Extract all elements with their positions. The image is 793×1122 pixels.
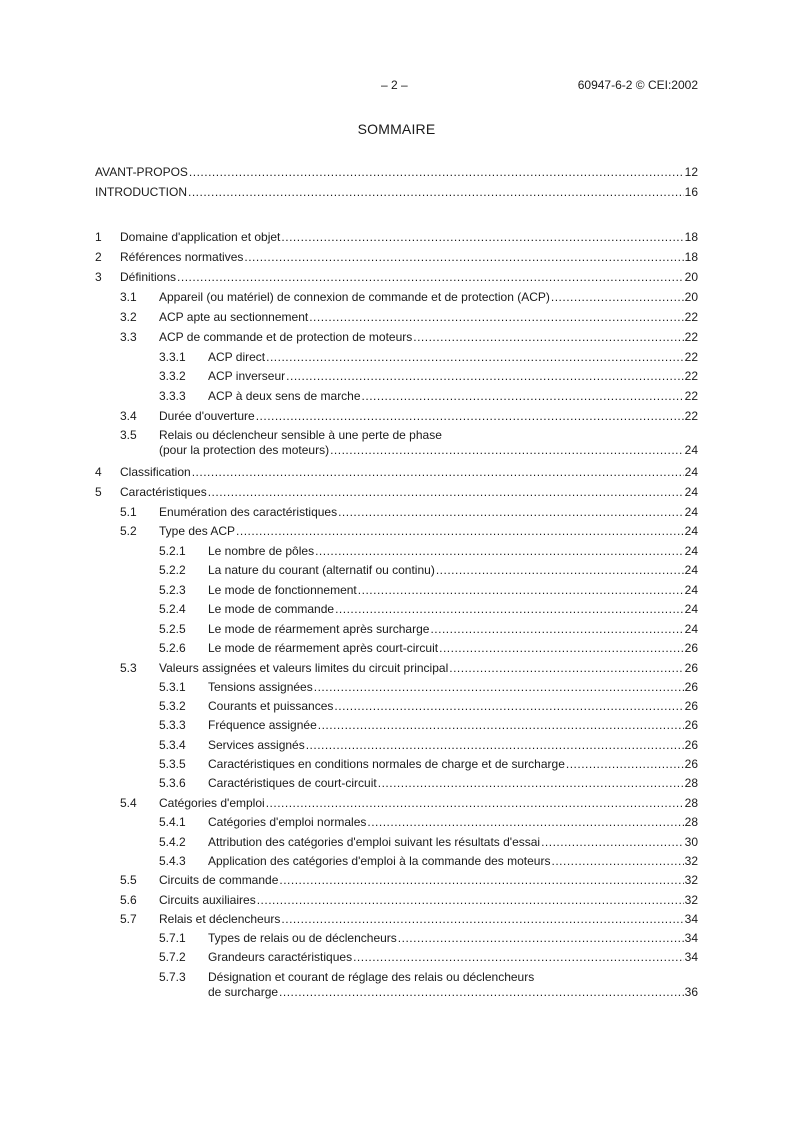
dot-leader	[192, 465, 684, 479]
toc-entry[interactable]	[0, 290, 793, 310]
toc-entry-page: 26	[684, 680, 698, 694]
toc-entry-title: La nature du courant (alternatif ou continu)	[208, 563, 435, 577]
toc-entry-title: Classification	[120, 465, 191, 479]
dot-leader	[334, 699, 683, 713]
toc-entry-number: 3.2	[120, 310, 137, 324]
toc-entry[interactable]	[0, 310, 793, 330]
toc-entry[interactable]	[0, 165, 793, 185]
toc-entry[interactable]	[0, 776, 793, 796]
toc-entry-title: ACP de commande et de protection de moteurs	[159, 330, 413, 344]
toc-entry-number: 3	[95, 270, 102, 284]
dot-leader	[315, 544, 684, 558]
dot-leader	[436, 563, 684, 577]
toc-entry[interactable]	[0, 544, 793, 564]
toc-entry[interactable]	[0, 250, 793, 270]
toc-entry-number: 5.3.4	[159, 738, 186, 752]
dot-leader	[430, 622, 683, 636]
toc-entry[interactable]	[0, 835, 793, 855]
dot-leader	[314, 680, 684, 694]
toc-entry[interactable]	[0, 505, 793, 525]
toc-entry-number: 5.4	[120, 796, 137, 810]
toc-entry-title: Circuits de commande	[159, 873, 279, 887]
toc-entry-number: 5.3.6	[159, 776, 186, 790]
dot-leader	[256, 409, 684, 423]
toc-entry-title: Type des ACP	[159, 524, 236, 538]
toc-entry[interactable]	[0, 912, 793, 932]
toc-entry-title: Le mode de commande	[208, 602, 335, 616]
toc-entry-page: 24	[684, 602, 698, 616]
dot-leader	[177, 270, 684, 284]
toc-entry-title: Grandeurs caractéristiques	[208, 950, 353, 964]
toc-entry[interactable]	[0, 680, 793, 700]
toc-entry-number: 5.6	[120, 893, 137, 907]
toc-entry-page: 18	[684, 250, 698, 264]
toc-entry-title-line1: Relais ou déclencheur sensible à une perte de phase	[159, 428, 442, 442]
toc-entry-title: ACP apte au sectionnement	[159, 310, 309, 324]
toc-entry-page: 12	[684, 165, 698, 179]
toc-entry-title: Le mode de réarmement après surcharge	[208, 622, 430, 636]
toc-entry-number: 3.4	[120, 409, 137, 423]
toc-entry-page: 26	[684, 738, 698, 752]
toc-entry-page: 24	[684, 583, 698, 597]
toc-entry[interactable]	[0, 185, 793, 205]
toc-entry-title: Durée d'ouverture	[159, 409, 255, 423]
toc-entry[interactable]	[0, 970, 793, 999]
toc-entry-title: ACP direct	[208, 350, 266, 364]
toc-entry-number: 5.4.2	[159, 835, 186, 849]
toc-entry[interactable]	[0, 641, 793, 661]
toc-entry-page: 24	[684, 622, 698, 636]
toc-entry-number: 5.7	[120, 912, 137, 926]
toc-entry-number: 5.2.5	[159, 622, 186, 636]
toc-entry-page: 20	[684, 270, 698, 284]
dot-leader	[306, 738, 684, 752]
toc-entry-number: 5.2.4	[159, 602, 186, 616]
dot-leader	[398, 931, 684, 945]
dot-leader	[353, 950, 684, 964]
toc-entry-page: 24	[684, 505, 698, 519]
dot-leader	[266, 350, 684, 364]
dot-leader	[358, 583, 684, 597]
toc-entry[interactable]	[0, 738, 793, 758]
toc-entry-page: 28	[684, 776, 698, 790]
toc-entry-title: Tensions assignées	[208, 680, 313, 694]
toc-entry-title: Le mode de fonctionnement	[208, 583, 357, 597]
toc-entry-number: 5	[95, 485, 102, 499]
toc-entry-number: 5.2	[120, 524, 137, 538]
dot-leader	[279, 985, 684, 999]
toc-entry-title: Types de relais ou de déclencheurs	[208, 931, 397, 945]
toc-entry-number: 3.3	[120, 330, 137, 344]
toc-entry-number: 5.4.1	[159, 815, 186, 829]
toc-entry-page: 18	[684, 230, 698, 244]
dot-leader	[189, 165, 684, 179]
dot-leader	[551, 854, 683, 868]
toc-entry[interactable]	[0, 699, 793, 719]
toc-entry-page: 32	[684, 854, 698, 868]
toc-entry-number: 5.2.3	[159, 583, 186, 597]
toc-entry[interactable]	[0, 622, 793, 642]
toc-entry-page: 22	[684, 310, 698, 324]
toc-entry[interactable]	[0, 854, 793, 874]
toc-entry-page: 24	[684, 544, 698, 558]
toc-entry-number: 3.3.2	[159, 369, 186, 383]
toc-entry-number: 5.5	[120, 873, 137, 887]
toc-entry-page: 24	[684, 465, 698, 479]
toc-entry-page: 30	[684, 835, 698, 849]
toc-entry-number: 5.4.3	[159, 854, 186, 868]
toc-entry-page: 32	[684, 873, 698, 887]
dot-leader	[188, 185, 684, 199]
toc-entry-title: Relais et déclencheurs	[159, 912, 281, 926]
toc-entry[interactable]	[0, 350, 793, 370]
toc-entry-number: 1	[95, 230, 102, 244]
dot-leader	[551, 290, 684, 304]
toc-entry[interactable]	[0, 893, 793, 913]
toc-entry-title: Catégories d'emploi normales	[208, 815, 367, 829]
dot-leader	[330, 443, 684, 457]
toc-entry[interactable]	[0, 815, 793, 835]
toc-entry-page: 26	[684, 661, 698, 675]
toc-entry-page: 34	[684, 950, 698, 964]
toc-entry-title: Catégories d'emploi	[159, 796, 265, 810]
toc-entry-title: Valeurs assignées et valeurs limites du circuit principal	[159, 661, 449, 675]
toc-entry-title: AVANT-PROPOS	[95, 165, 188, 179]
toc-entry-page: 16	[684, 185, 698, 199]
dot-leader	[318, 718, 684, 732]
toc-entry-number: 4	[95, 465, 102, 479]
toc-entry-page: 22	[684, 330, 698, 344]
toc-entry-page: 24	[684, 485, 698, 499]
toc-entry-title: Services assignés	[208, 738, 305, 752]
dot-leader	[281, 230, 683, 244]
toc-entry[interactable]	[0, 757, 793, 777]
toc-entry-title: (pour la protection des moteurs)	[159, 443, 330, 457]
toc-entry-number: 5.7.3	[159, 970, 186, 984]
dot-leader	[266, 796, 684, 810]
toc-entry-title: Références normatives	[120, 250, 244, 264]
toc-entry-number: 3.3.1	[159, 350, 186, 364]
toc-entry[interactable]	[0, 524, 793, 544]
dot-leader	[413, 330, 683, 344]
dot-leader	[378, 776, 684, 790]
toc-entry-number: 5.2.6	[159, 641, 186, 655]
toc-entry[interactable]	[0, 465, 793, 485]
toc-entry-page: 32	[684, 893, 698, 907]
toc-entry-title: Caractéristiques en conditions normales de charge et de surcharge	[208, 757, 565, 771]
dot-leader	[236, 524, 684, 538]
toc-entry-page: 20	[684, 290, 698, 304]
toc-entry-page: 26	[684, 699, 698, 713]
toc-entry-page: 28	[684, 796, 698, 810]
toc-entry[interactable]	[0, 389, 793, 409]
toc-entry-page: 34	[684, 912, 698, 926]
toc-entry-title: ACP inverseur	[208, 369, 286, 383]
toc-entry-number: 5.3.3	[159, 718, 186, 732]
toc-entry-title: Appareil (ou matériel) de connexion de commande et de protection (ACP)	[159, 290, 550, 304]
toc-entry[interactable]	[0, 230, 793, 250]
toc-entry-title: Caractéristiques	[120, 485, 207, 499]
toc-entry-number: 5.3	[120, 661, 137, 675]
toc-entry-number: 3.5	[120, 428, 137, 442]
dot-leader	[566, 757, 684, 771]
toc-entry[interactable]	[0, 718, 793, 738]
toc-entry-title: Application des catégories d'emploi à la commande des moteurs	[208, 854, 551, 868]
toc-entry-number: 5.3.2	[159, 699, 186, 713]
toc-entry-number: 3.3.3	[159, 389, 186, 403]
toc-entry-number: 5.3.5	[159, 757, 186, 771]
toc-entry-page: 22	[684, 350, 698, 364]
dot-leader	[541, 835, 684, 849]
document-reference: 60947-6-2 © CEI:2002	[577, 78, 698, 92]
toc-entry-number: 3.1	[120, 290, 137, 304]
toc-entry[interactable]	[0, 485, 793, 505]
toc-entry-title: de surcharge	[208, 985, 279, 999]
toc-entry-title: Enumération des caractéristiques	[159, 505, 338, 519]
toc-entry[interactable]	[0, 661, 793, 681]
toc-entry-title: Définitions	[120, 270, 177, 284]
toc-entry-title: Courants et puissances	[208, 699, 334, 713]
toc-entry[interactable]	[0, 428, 793, 457]
toc-entry-page: 26	[684, 641, 698, 655]
toc-entry-title: Le nombre de pôles	[208, 544, 315, 558]
toc-entry-number: 5.2.1	[159, 544, 186, 558]
toc-entry-number: 5.7.2	[159, 950, 186, 964]
dot-leader	[208, 485, 684, 499]
dot-leader	[338, 505, 684, 519]
toc-entry-title: ACP à deux sens de marche	[208, 389, 361, 403]
toc-entry-page: 22	[684, 369, 698, 383]
page-number: – 2 –	[381, 78, 408, 92]
toc-entry[interactable]	[0, 369, 793, 389]
toc-entry-page: 22	[684, 389, 698, 403]
toc-entry-page: 26	[684, 757, 698, 771]
toc-entry-page: 36	[684, 985, 698, 999]
dot-leader	[244, 250, 683, 264]
toc-entry[interactable]	[0, 873, 793, 893]
toc-entry-page: 28	[684, 815, 698, 829]
dot-leader	[257, 893, 684, 907]
toc-entry-number: 5.3.1	[159, 680, 186, 694]
toc-entry-title-line1: Désignation et courant de réglage des relais ou déclencheurs	[208, 970, 535, 984]
toc-entry-number: 5.7.1	[159, 931, 186, 945]
toc-entry-page: 22	[684, 409, 698, 423]
dot-leader	[362, 389, 684, 403]
toc-entry[interactable]	[0, 583, 793, 603]
toc-entry[interactable]	[0, 931, 793, 951]
toc-entry[interactable]	[0, 330, 793, 350]
dot-leader	[449, 661, 683, 675]
toc-entry[interactable]	[0, 409, 793, 429]
toc-entry[interactable]	[0, 796, 793, 816]
toc-entry-page: 24	[684, 524, 698, 538]
dot-leader	[309, 310, 683, 324]
dot-leader	[279, 873, 683, 887]
toc-entry-page: 24	[684, 443, 698, 457]
toc-entry-title: Le mode de réarmement après court-circuit	[208, 641, 439, 655]
toc-entry-number: 5.2.2	[159, 563, 186, 577]
toc-entry-title: Domaine d'application et objet	[120, 230, 281, 244]
page-title: SOMMAIRE	[357, 121, 436, 137]
toc-entry-page: 24	[684, 563, 698, 577]
dot-leader	[335, 602, 684, 616]
toc-entry-title: Caractéristiques de court-circuit	[208, 776, 377, 790]
dot-leader	[281, 912, 683, 926]
toc-entry-title: INTRODUCTION	[95, 185, 187, 199]
toc-entry-title: Fréquence assignée	[208, 718, 317, 732]
toc-entry-title: Circuits auxiliaires	[159, 893, 256, 907]
toc-entry-number: 2	[95, 250, 102, 264]
toc-entry[interactable]	[0, 563, 793, 583]
toc-entry-page: 34	[684, 931, 698, 945]
dot-leader	[367, 815, 683, 829]
dot-leader	[439, 641, 684, 655]
toc-entry-page: 26	[684, 718, 698, 732]
dot-leader	[286, 369, 683, 383]
toc-entry-title: Attribution des catégories d'emploi suivant les résultats d'essai	[208, 835, 541, 849]
toc-entry-number: 5.1	[120, 505, 137, 519]
toc-entry[interactable]	[0, 950, 793, 970]
toc-entry[interactable]	[0, 602, 793, 622]
toc-entry[interactable]	[0, 270, 793, 290]
